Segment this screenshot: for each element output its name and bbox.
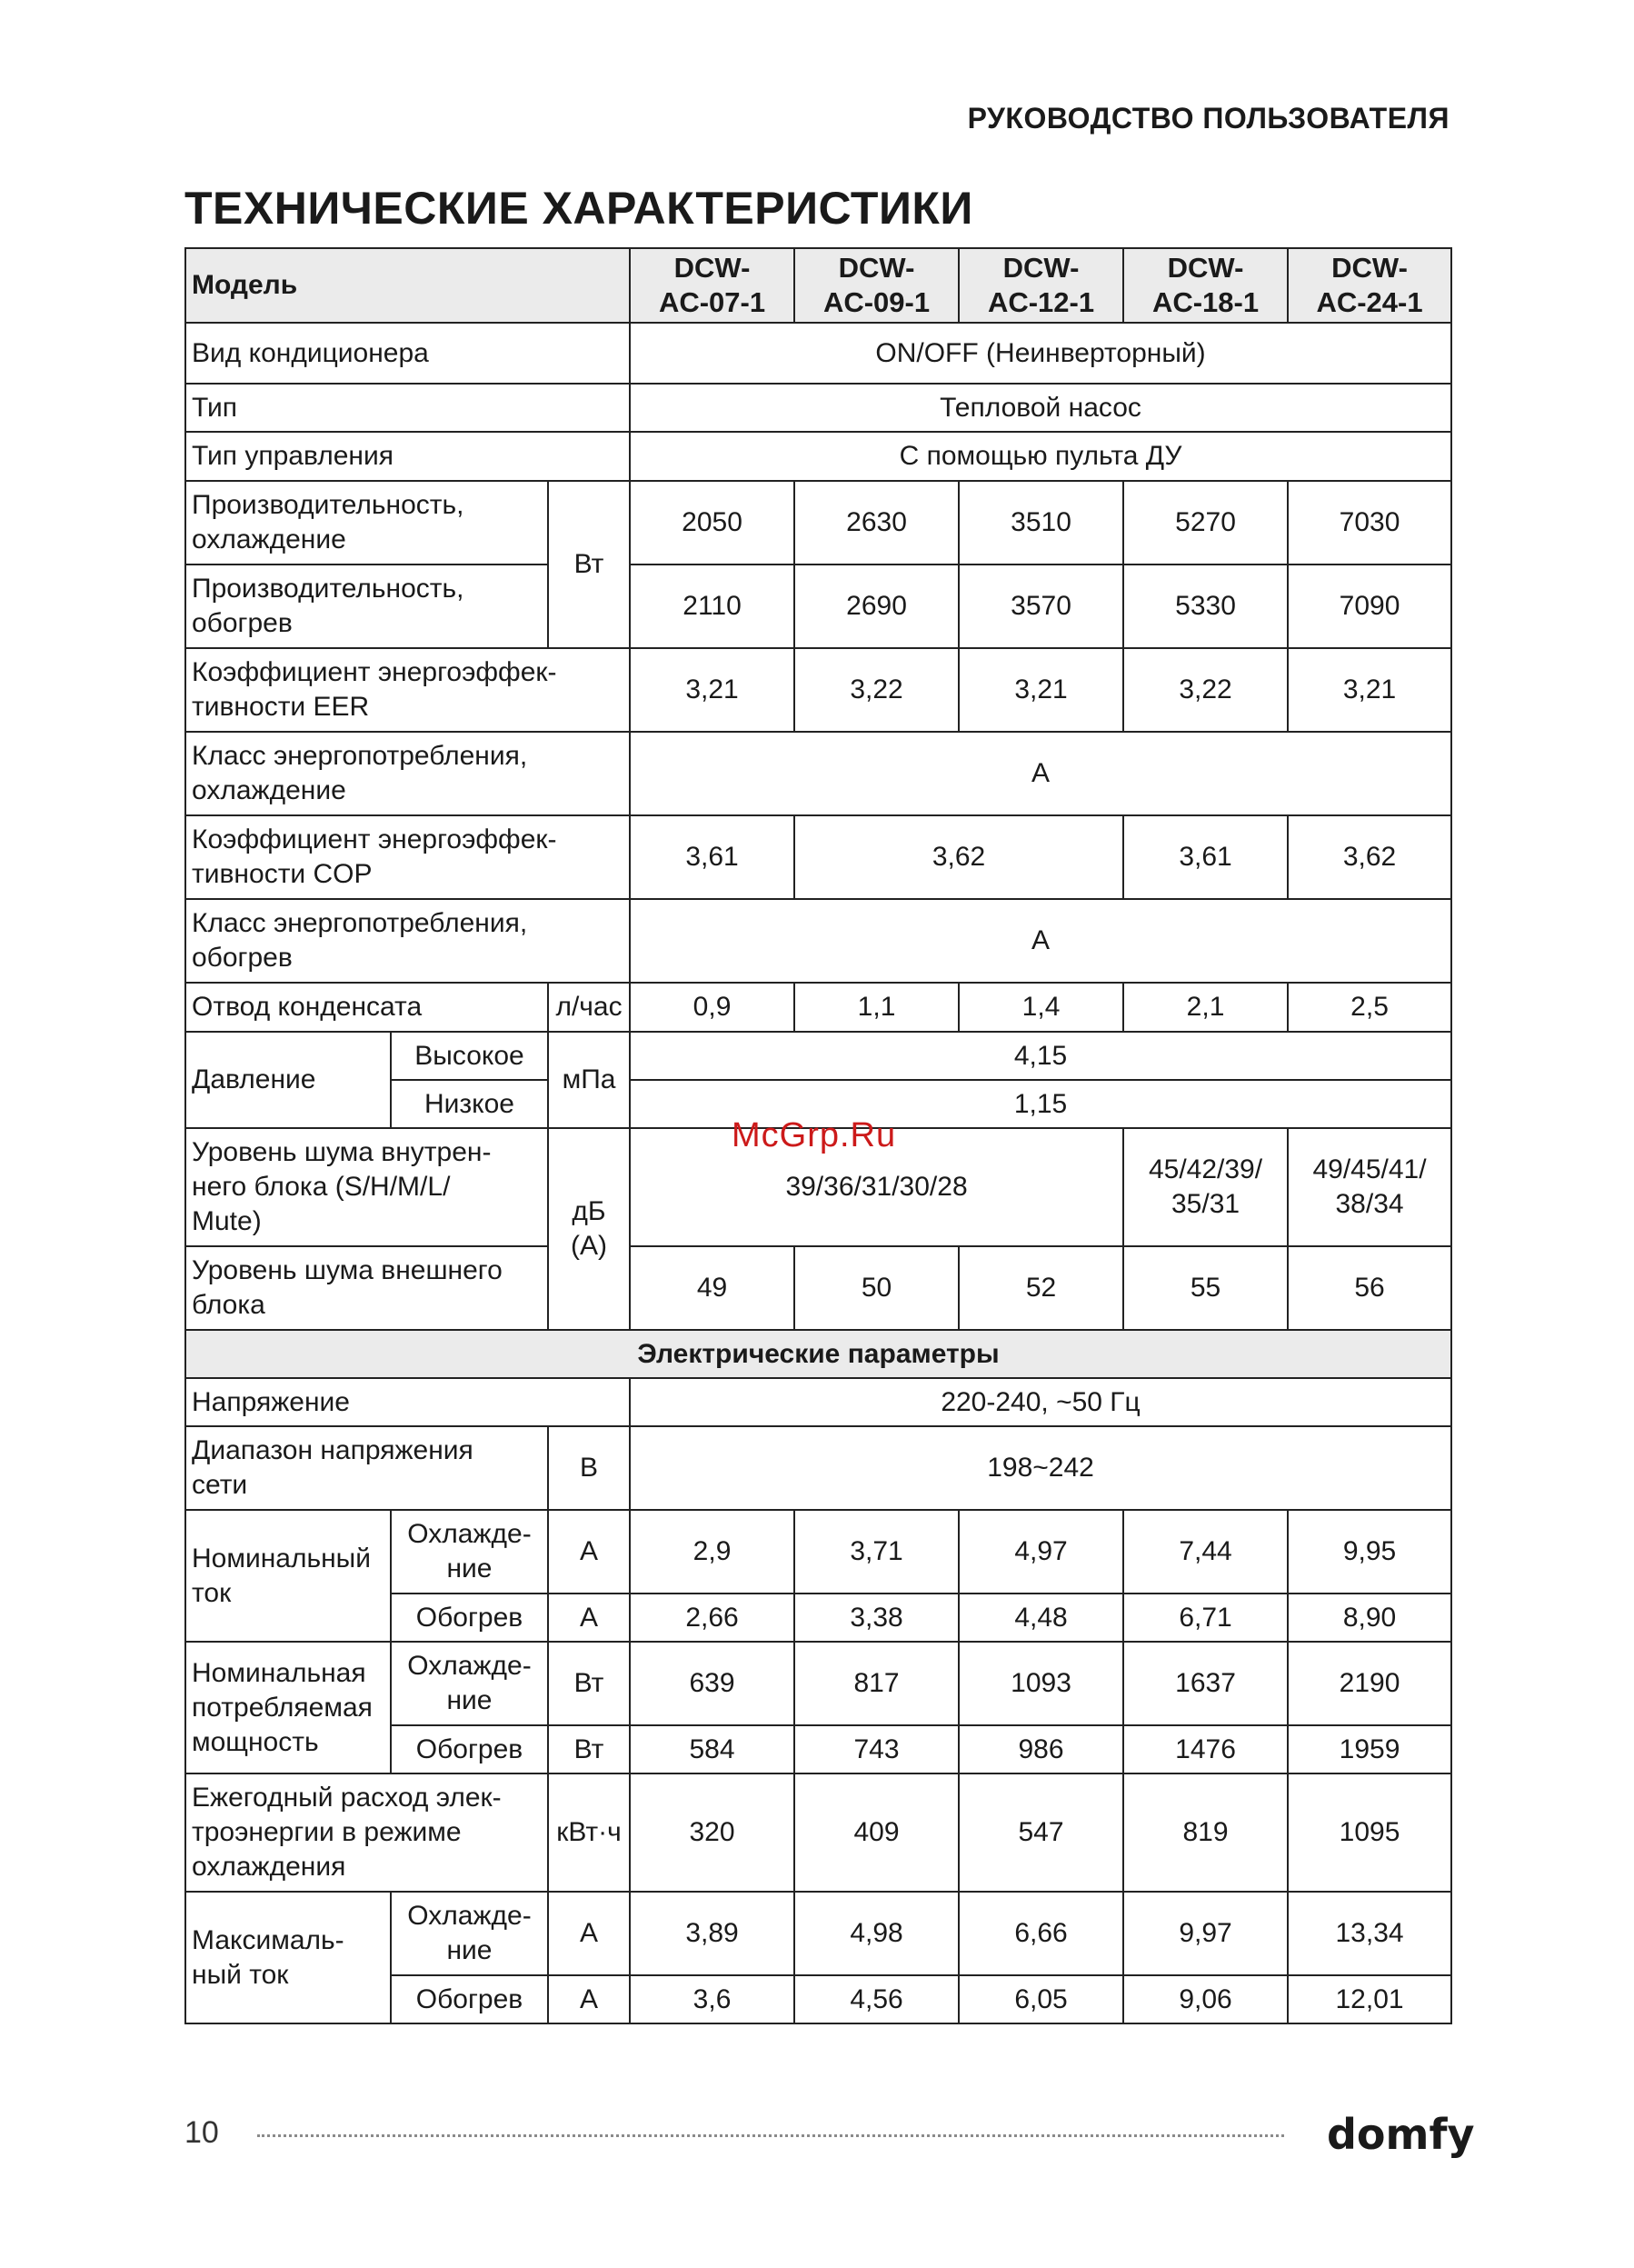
unit-cell: А: [548, 1594, 630, 1642]
cell-value: 3,62: [794, 815, 1123, 899]
cell-value: 12,01: [1288, 1975, 1451, 2023]
cell-value: 986: [959, 1725, 1123, 1773]
unit-cell: кВт·ч: [548, 1773, 630, 1892]
unit-cell: А: [548, 1975, 630, 2023]
cell-value: 9,95: [1288, 1510, 1451, 1594]
model-header: DCW- AC-18-1: [1123, 248, 1288, 323]
class-cooling-row: [185, 732, 1451, 815]
cell-value: 3,21: [959, 648, 1123, 732]
row-label: Уровень шума внутрен- него блока (S/H/M/L/ Mute): [185, 1128, 548, 1246]
rated-current-cooling-row: [185, 1510, 1451, 1594]
row-label: Коэффициент энергоэффек- тивности COP: [185, 815, 630, 899]
cop-row: [185, 815, 1451, 899]
row-label: Уровень шума внешнего блока: [185, 1246, 548, 1330]
cell-value: 5270: [1123, 481, 1288, 565]
cell-value: 1,4: [959, 983, 1123, 1032]
cell-value: 817: [794, 1642, 959, 1725]
unit-cell: дБ (A): [548, 1128, 630, 1330]
row-label: Номинальный ток: [185, 1510, 391, 1642]
cell-value: 220-240, ~50 Гц: [630, 1378, 1451, 1426]
cell-value: 2,9: [630, 1510, 794, 1594]
row-label: Максималь- ный ток: [185, 1892, 391, 2023]
annual-consumption-row: [185, 1773, 1451, 1892]
sub-label: Высокое: [391, 1032, 548, 1080]
voltage-row: [185, 1378, 1451, 1426]
cell-value: 2,66: [630, 1594, 794, 1642]
row-label: Давление: [185, 1032, 391, 1128]
cell-value: 4,15: [630, 1032, 1451, 1080]
cell-value: 547: [959, 1773, 1123, 1892]
cell-value: 198~242: [630, 1426, 1451, 1510]
unit-cell: Вт: [548, 1642, 630, 1725]
unit-cell: Вт: [548, 481, 630, 648]
ac-type-row: [185, 323, 1451, 384]
row-label: Вид кондиционера: [185, 323, 630, 384]
model-header: DCW- AC-09-1: [794, 248, 959, 323]
header-title: РУКОВОДСТВО ПОЛЬЗОВАТЕЛЯ: [967, 102, 1450, 135]
cell-value: 6,66: [959, 1892, 1123, 1975]
row-label: Производительность, обогрев: [185, 565, 548, 648]
row-label: Класс энергопотребления, охлаждение: [185, 732, 630, 815]
class-heating-row: [185, 899, 1451, 983]
cell-value: 639: [630, 1642, 794, 1725]
cell-value: 3570: [959, 565, 1123, 648]
cell-value: 55: [1123, 1246, 1288, 1330]
cell-value: 3,38: [794, 1594, 959, 1642]
cell-value: 56: [1288, 1246, 1451, 1330]
cell-value: 1476: [1123, 1725, 1288, 1773]
cell-value: 39/36/31/30/28: [630, 1128, 1123, 1246]
unit-cell: л/час: [548, 983, 630, 1032]
model-header: DCW- AC-12-1: [959, 248, 1123, 323]
cell-value: 7,44: [1123, 1510, 1288, 1594]
cell-value: A: [630, 732, 1451, 815]
domfy-logo-icon: [1327, 2109, 1475, 2163]
model-header: DCW- AC-07-1: [630, 248, 794, 323]
section-row: [185, 1330, 1451, 1378]
cell-value: A: [630, 899, 1451, 983]
rated-power-cooling-row: [185, 1642, 1451, 1725]
cell-value: 49: [630, 1246, 794, 1330]
cell-value: 2050: [630, 481, 794, 565]
cell-value: 0,9: [630, 983, 794, 1032]
cell-value: Тепловой насос: [630, 384, 1451, 432]
unit-cell: А: [548, 1892, 630, 1975]
unit-cell: А: [548, 1510, 630, 1594]
cell-value: 2110: [630, 565, 794, 648]
cell-value: 3,89: [630, 1892, 794, 1975]
row-label: Диапазон напряжения сети: [185, 1426, 548, 1510]
cell-value: 7090: [1288, 565, 1451, 648]
cell-value: 49/45/41/ 38/34: [1288, 1128, 1451, 1246]
sub-label: Обогрев: [391, 1725, 548, 1773]
noise-outdoor-row: [185, 1246, 1451, 1330]
cell-value: 819: [1123, 1773, 1288, 1892]
row-label: Тип управления: [185, 432, 630, 481]
footer-divider: [257, 2134, 1284, 2137]
model-row: [185, 248, 1451, 323]
cell-value: 9,06: [1123, 1975, 1288, 2023]
cell-value: 2,5: [1288, 983, 1451, 1032]
cell-value: 50: [794, 1246, 959, 1330]
row-label: Отвод конденсата: [185, 983, 548, 1032]
condensate-row: [185, 983, 1451, 1032]
cell-value: 1959: [1288, 1725, 1451, 1773]
page-title: ТЕХНИЧЕСКИЕ ХАРАКТЕРИСТИКИ: [184, 183, 973, 234]
cell-value: 2190: [1288, 1642, 1451, 1725]
type-row: [185, 384, 1451, 432]
logo-text: domfy: [1327, 2110, 1475, 2159]
cell-value: 3,6: [630, 1975, 794, 2023]
cell-value: 2690: [794, 565, 959, 648]
cell-value: 6,71: [1123, 1594, 1288, 1642]
cell-value: 4,48: [959, 1594, 1123, 1642]
row-label: Ежегодный расход элек- троэнергии в режиме охлаждения: [185, 1773, 548, 1892]
row-label: Производительность, охлаждение: [185, 481, 548, 565]
cell-value: 584: [630, 1725, 794, 1773]
watermark-text: McGrp.Ru: [732, 1116, 897, 1154]
cell-value: 3,21: [1288, 648, 1451, 732]
row-label: Напряжение: [185, 1378, 630, 1426]
section-title: Электрические параметры: [185, 1330, 1451, 1378]
capacity-cooling-row: [185, 481, 1451, 565]
cell-value: 4,98: [794, 1892, 959, 1975]
cell-value: 3,22: [1123, 648, 1288, 732]
cell-value: 1637: [1123, 1642, 1288, 1725]
cell-value: 3,22: [794, 648, 959, 732]
unit-cell: мПа: [548, 1032, 630, 1128]
cell-value: ON/OFF (Неинверторный): [630, 323, 1451, 384]
sub-label: Низкое: [391, 1080, 548, 1128]
max-current-cooling-row: [185, 1892, 1451, 1975]
eer-row: [185, 648, 1451, 732]
cell-value: 4,56: [794, 1975, 959, 2023]
cell-value: 8,90: [1288, 1594, 1451, 1642]
control-row: [185, 432, 1451, 481]
cell-value: 1093: [959, 1642, 1123, 1725]
sub-label: Обогрев: [391, 1975, 548, 2023]
cell-value: 3,62: [1288, 815, 1451, 899]
unit-cell: Вт: [548, 1725, 630, 1773]
cell-value: 2,1: [1123, 983, 1288, 1032]
voltage-range-row: [185, 1426, 1451, 1510]
sub-label: Охлажде- ние: [391, 1642, 548, 1725]
cell-value: 9,97: [1123, 1892, 1288, 1975]
cell-value: 6,05: [959, 1975, 1123, 2023]
pressure-high-row: [185, 1032, 1451, 1080]
cell-value: 3,61: [630, 815, 794, 899]
cell-value: 1095: [1288, 1773, 1451, 1892]
cell-value: 7030: [1288, 481, 1451, 565]
cell-value: 13,34: [1288, 1892, 1451, 1975]
cell-value: 45/42/39/ 35/31: [1123, 1128, 1288, 1246]
model-label: Модель: [185, 248, 630, 323]
cell-value: 3,61: [1123, 815, 1288, 899]
cell-value: 3,71: [794, 1510, 959, 1594]
cell-value: 5330: [1123, 565, 1288, 648]
cell-value: 1,1: [794, 983, 959, 1032]
cell-value: 3510: [959, 481, 1123, 565]
cell-value: 409: [794, 1773, 959, 1892]
cell-value: 1,15: [630, 1080, 1451, 1128]
row-label: Класс энергопотребления, обогрев: [185, 899, 630, 983]
sub-label: Охлажде- ние: [391, 1892, 548, 1975]
row-label: Номинальная потребляемая мощность: [185, 1642, 391, 1773]
cell-value: 52: [959, 1246, 1123, 1330]
capacity-heating-row: [185, 565, 1451, 648]
row-label: Тип: [185, 384, 630, 432]
cell-value: 320: [630, 1773, 794, 1892]
sub-label: Обогрев: [391, 1594, 548, 1642]
sub-label: Охлажде- ние: [391, 1510, 548, 1594]
cell-value: 4,97: [959, 1510, 1123, 1594]
cell-value: 2630: [794, 481, 959, 565]
cell-value: С помощью пульта ДУ: [630, 432, 1451, 481]
model-header: DCW- AC-24-1: [1288, 248, 1451, 323]
cell-value: 743: [794, 1725, 959, 1773]
row-label: Коэффициент энергоэффек- тивности EER: [185, 648, 630, 732]
unit-cell: В: [548, 1426, 630, 1510]
cell-value: 3,21: [630, 648, 794, 732]
page-number: 10: [184, 2115, 219, 2150]
